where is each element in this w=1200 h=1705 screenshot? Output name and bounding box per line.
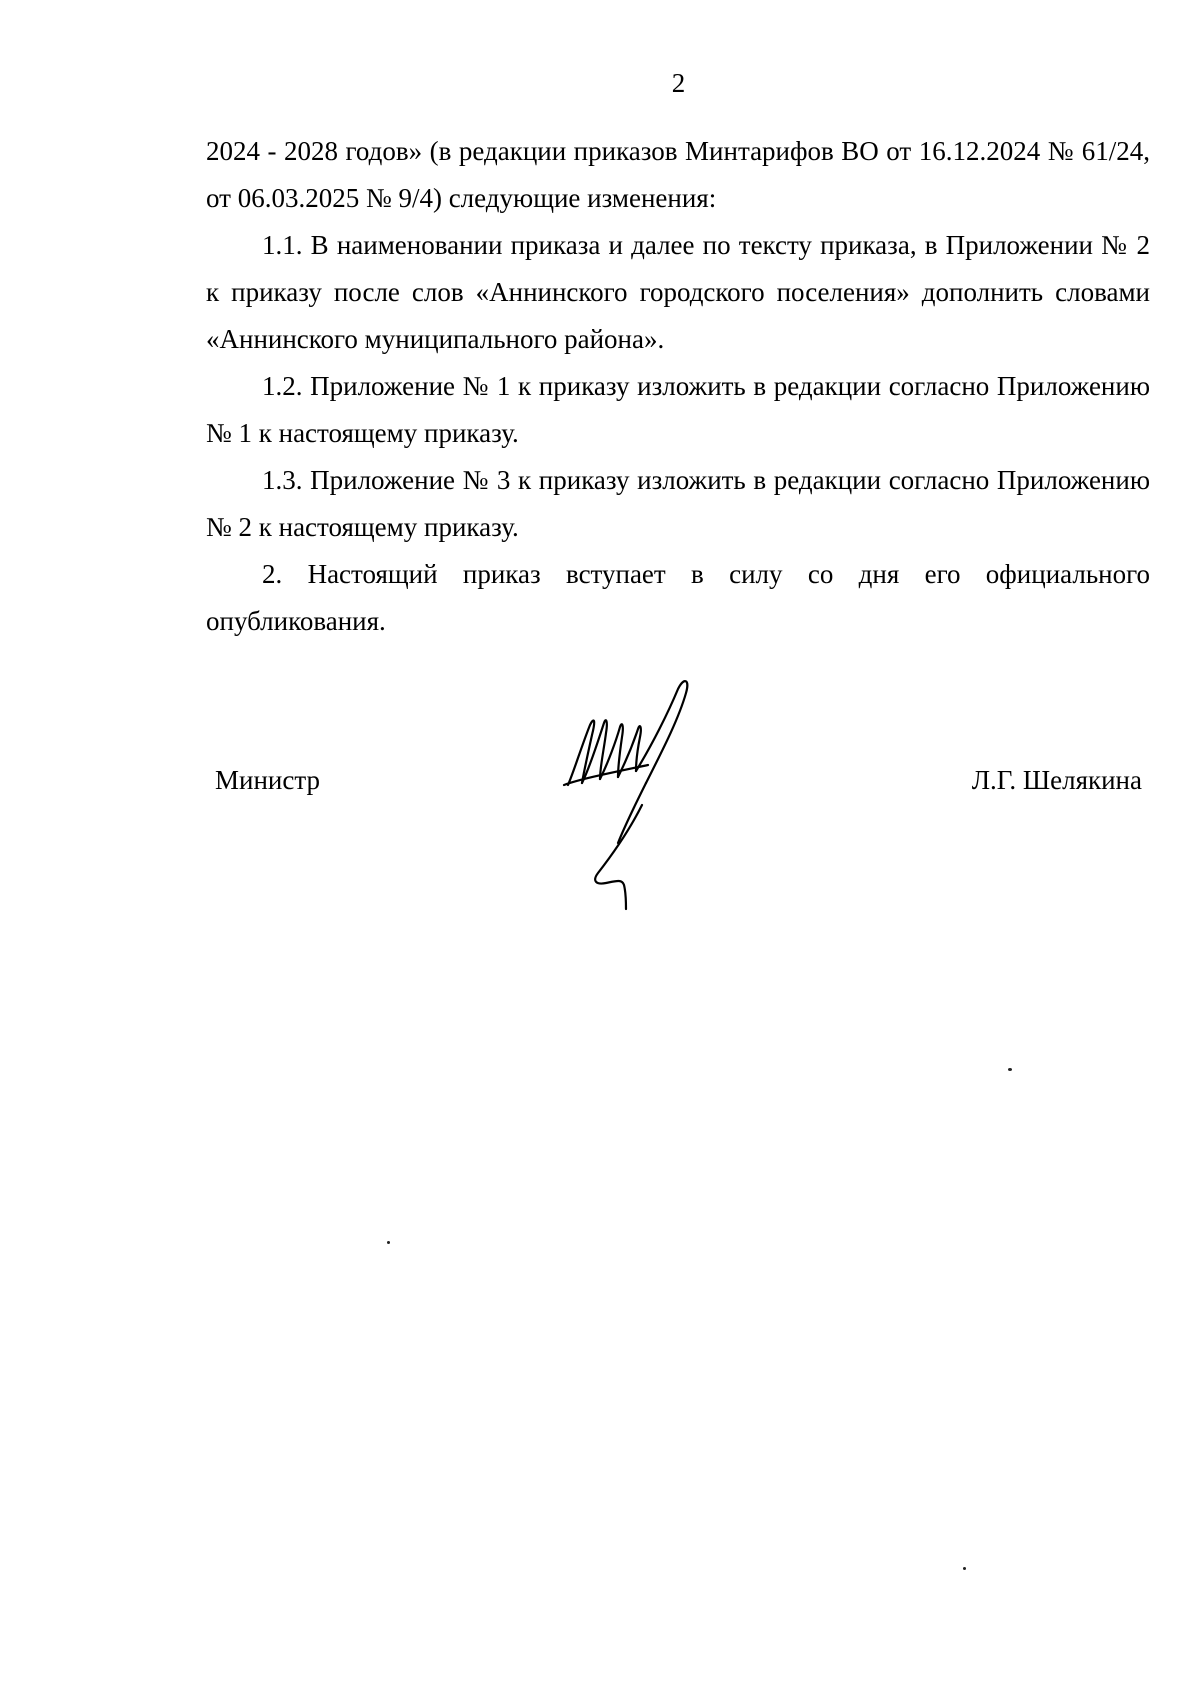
paragraph-intro-continuation: 2024 - 2028 годов» (в редакции приказов Минтарифов ВО от 16.12.2024 № 61/24, от 06.03.2025 № 9/4) следующие изменения: — [206, 136, 1150, 213]
paragraph-item-1-1: 1.1. В наименовании приказа и далее по тексту приказа, в Приложении № 2 к приказу после слов «Аннинского городского поселения» дополнить словами «Аннинского муниципального района». — [206, 230, 1150, 354]
page-number: 2 — [671, 68, 686, 98]
paragraph-item-1-2: 1.2. Приложение № 1 к приказу изложить в редакции согласно Приложению № 1 к настоящему приказу. — [206, 371, 1150, 448]
scan-speck — [963, 1567, 966, 1570]
scan-speck — [387, 1241, 390, 1244]
signatory-name: Л.Г. Шелякина — [971, 765, 1142, 795]
signatory-title: Министр — [215, 765, 320, 795]
paragraph-item-1-3: 1.3. Приложение № 3 к приказу изложить в редакции согласно Приложению № 2 к настоящему приказу. — [206, 465, 1150, 542]
paragraph-item-2: 2. Настоящий приказ вступает в силу со дня его официального опубликования. — [206, 559, 1150, 636]
scan-speck — [1008, 1068, 1012, 1071]
document-body — [206, 128, 1150, 645]
handwritten-signature — [560, 675, 710, 915]
